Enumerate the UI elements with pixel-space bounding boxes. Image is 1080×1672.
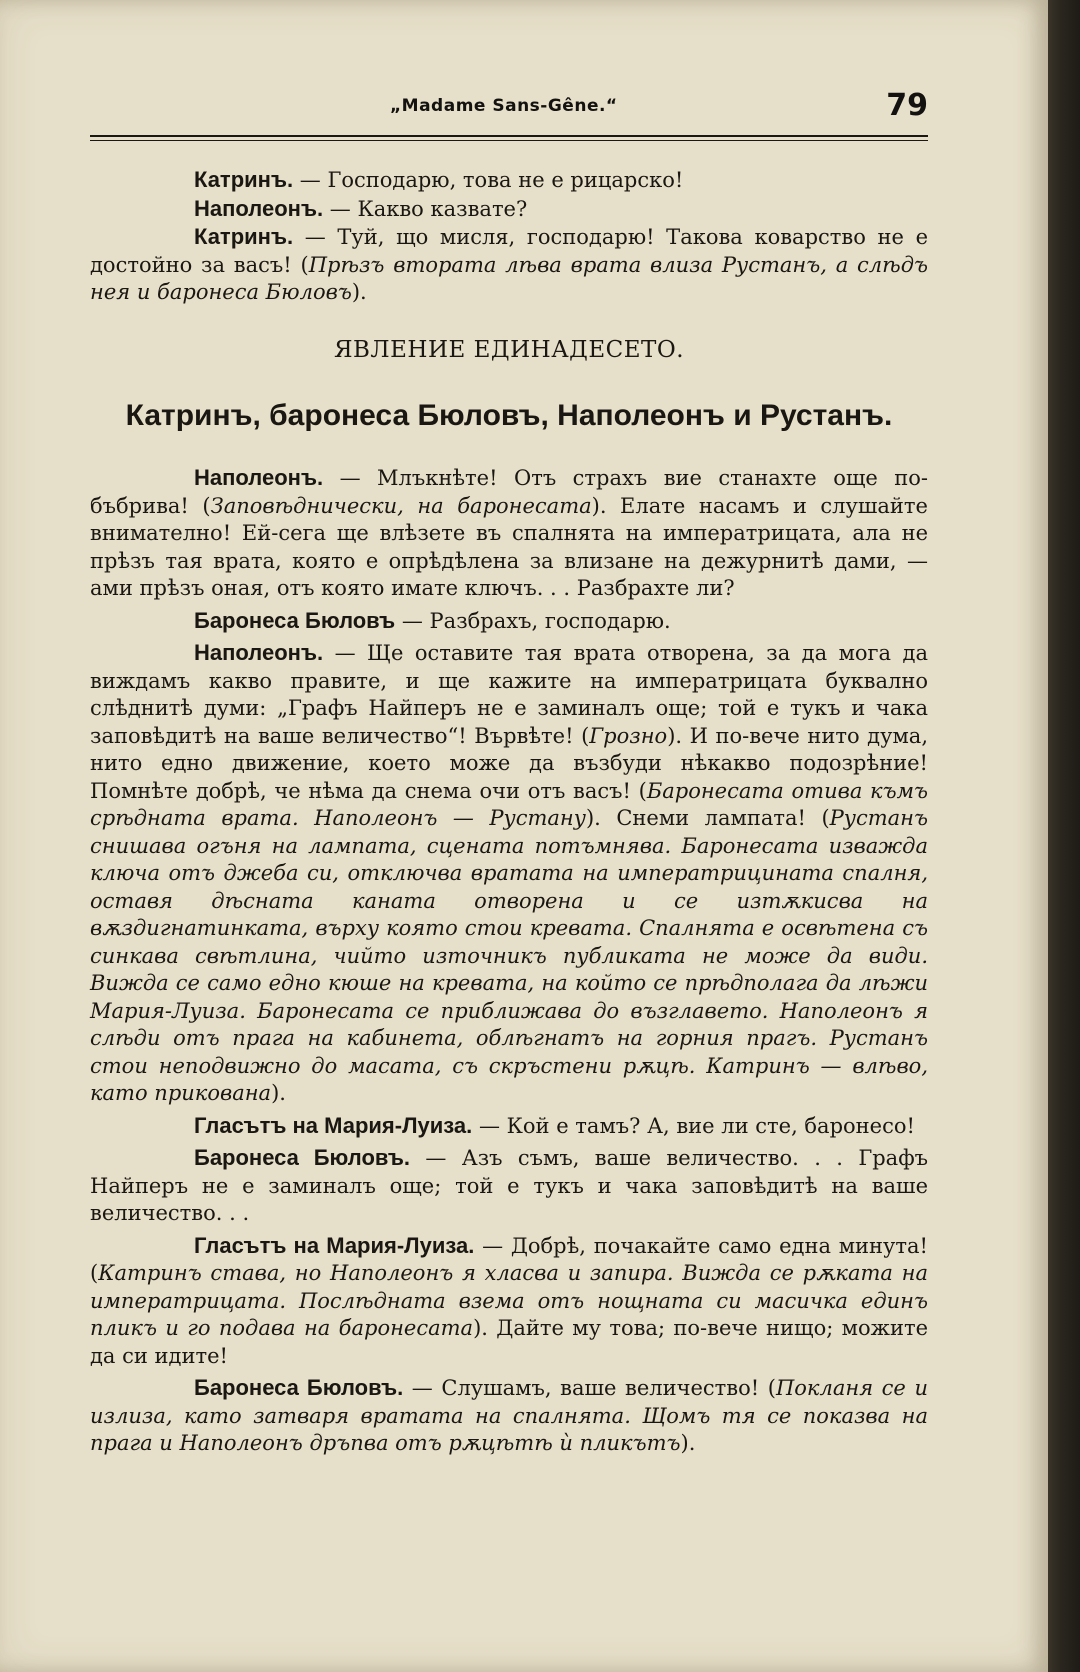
- dialogue-paragraph: [90, 1112, 928, 1141]
- speech-text: — Господарю, това не е рицарско!: [293, 168, 684, 192]
- speaker-name: Наполеонъ.: [194, 640, 324, 665]
- stage-direction: Грозно: [589, 723, 668, 748]
- stage-direction: Рустанъ снишава огъня на лампата, сцената потъмнява. Баронесата изважда ключа отъ джеба си, отключва вратата на императрицината спалня, оставя дѣсната каната отворена и се изтѫкисва на вѫздигнатинката, върху която стои кревата. Спалнята е освѣтена съ синкава свѣтлина, чийто източникъ публиката не може да види. Вижда се само едно кюше на кревата, на който се прѣдполага да лѣжи Мария-Луиза. Баронесата се приближава до възглавето. Наполеонъ я слѣди отъ прага на кабинета, облѣгнатъ на горния прагъ. Рустанъ стои неподвижно до масата, съ скръстени рѫцѣ. Катринъ — влѣво, като прикована: [90, 806, 928, 1105]
- speaker-name: Катринъ.: [194, 167, 294, 192]
- dialogue-paragraph: [90, 195, 928, 224]
- speaker-name: Баронеса Бюловъ: [194, 607, 396, 633]
- speech-text: — Добрѣ, почакайте само една минута! (: [90, 1233, 928, 1285]
- speaker-name: Баронеса Бюловъ.: [194, 1145, 411, 1170]
- speech-text-after: ). Дайте му това; по-вече нищо; можите да си идите!: [90, 1316, 928, 1368]
- stage-direction: Покланя се и излиза, като затваря вратата на спалнята. Щомъ тя се показва на прага и Наполеонъ дръпва отъ рѫцѣтѣ ѝ пликътъ: [90, 1376, 928, 1455]
- stage-direction: Заповѣднически, на баронесата: [210, 493, 592, 518]
- speech-text-after: ). Снеми лампата! (: [585, 806, 830, 830]
- speech-text-after: ).: [680, 1431, 696, 1455]
- speaker-name: Катринъ.: [194, 224, 294, 249]
- speech-text: — Разбрахъ, господарю.: [395, 608, 671, 633]
- dialogue-paragraph: [90, 223, 928, 307]
- page-number: 79: [886, 88, 928, 123]
- speaker-name: Наполеонъ.: [194, 465, 324, 490]
- page-header: [90, 88, 928, 126]
- dialogue-paragraph: [90, 607, 928, 636]
- dialogue-paragraph: [90, 1232, 928, 1371]
- speaker-name: Наполеонъ.: [194, 195, 324, 221]
- dialogue-paragraph: [90, 1144, 928, 1228]
- speech-text-after: ).: [271, 1081, 286, 1105]
- dialogue-paragraph: [90, 1374, 928, 1458]
- speech-text: — Кой е тамъ? А, вие ли сте, баронесо!: [472, 1113, 915, 1138]
- stage-direction: Баронесата отива къмъ срѣдната врата. Наполеонъ — Рустану: [90, 778, 928, 830]
- speech-text: — Ще оставите тая врата отворена, за да мога да виждамъ какво правите, и ще кажите на императрицата буквално слѣднитѣ думи: „Графъ Найперъ не е заминалъ още; той е тукъ и чака заповѣдитѣ на ваше величество“! Вървѣте! (: [90, 641, 928, 748]
- speaker-name: Баронеса Бюловъ.: [194, 1375, 404, 1400]
- speech-text-after: ). Елате насамъ и слушайте внимателно! Ей-сега ще влѣзете въ спалнята на императрицата, ала не прѣзъ тая врата, която е опрѣдѣлена за влизане на дежурнитѣ дами, — ами прѣзъ оная, отъ която имате ключъ. . . Разбрахте ли?: [90, 493, 928, 600]
- dialogue-paragraph: [90, 464, 928, 603]
- speech-text-after: ).: [351, 280, 367, 304]
- speech-text: — Слушамъ, ваше величество! (: [403, 1376, 776, 1400]
- running-title: „Madame Sans-Gêne.“: [390, 96, 618, 116]
- stage-direction: Прѣзъ втората лѣва врата влиза Рустанъ, а слѣдъ нея и баронеса Бюловъ: [90, 252, 928, 304]
- page-body: [90, 166, 928, 1462]
- dialogue-paragraph: [90, 639, 928, 1108]
- scene-title: ЯВЛЕНИЕ ЕДИНАДЕСЕТО.: [333, 336, 685, 363]
- speaker-name: Гласътъ на Мария-Луиза.: [194, 1232, 475, 1258]
- scene-cast: Катринъ, баронеса Бюловъ, Наполеонъ и Рустанъ.: [125, 399, 893, 432]
- speech-text: — Туй, що мисля, господарю! Такова коварство не е достойно за васъ! (: [90, 225, 928, 277]
- dialogue-paragraph: [90, 166, 928, 195]
- speech-text: — Какво казвате?: [323, 196, 528, 221]
- header-rule: [90, 135, 928, 137]
- speech-text-after: ). И по-вече нито дума, нито едно движение, което може да възбуди нѣкакво подозрѣние! Помнѣте добрѣ, че нѣма да снема очи отъ васъ! (: [90, 723, 928, 803]
- stage-direction: Катринъ става, но Наполеонъ я хласва и запира. Вижда се рѫката на императрицата. Послѣдната взема отъ нощната си масичка единъ пликъ и го подава на баронесата: [90, 1261, 928, 1340]
- speech-text: — Млъкнѣте! Отъ страхъ вие станахте още по-бъбрива! (: [90, 466, 928, 518]
- book-binding-edge: [1048, 0, 1080, 1672]
- speech-text: — Азъ съмъ, ваше величество. . . Графъ Найперъ не е заминалъ още; той е тукъ и чака заповѣдитѣ на ваше величество. . .: [90, 1146, 928, 1225]
- speaker-name: Гласътъ на Мария-Луиза.: [194, 1112, 473, 1138]
- header-rule-thin: [90, 140, 928, 141]
